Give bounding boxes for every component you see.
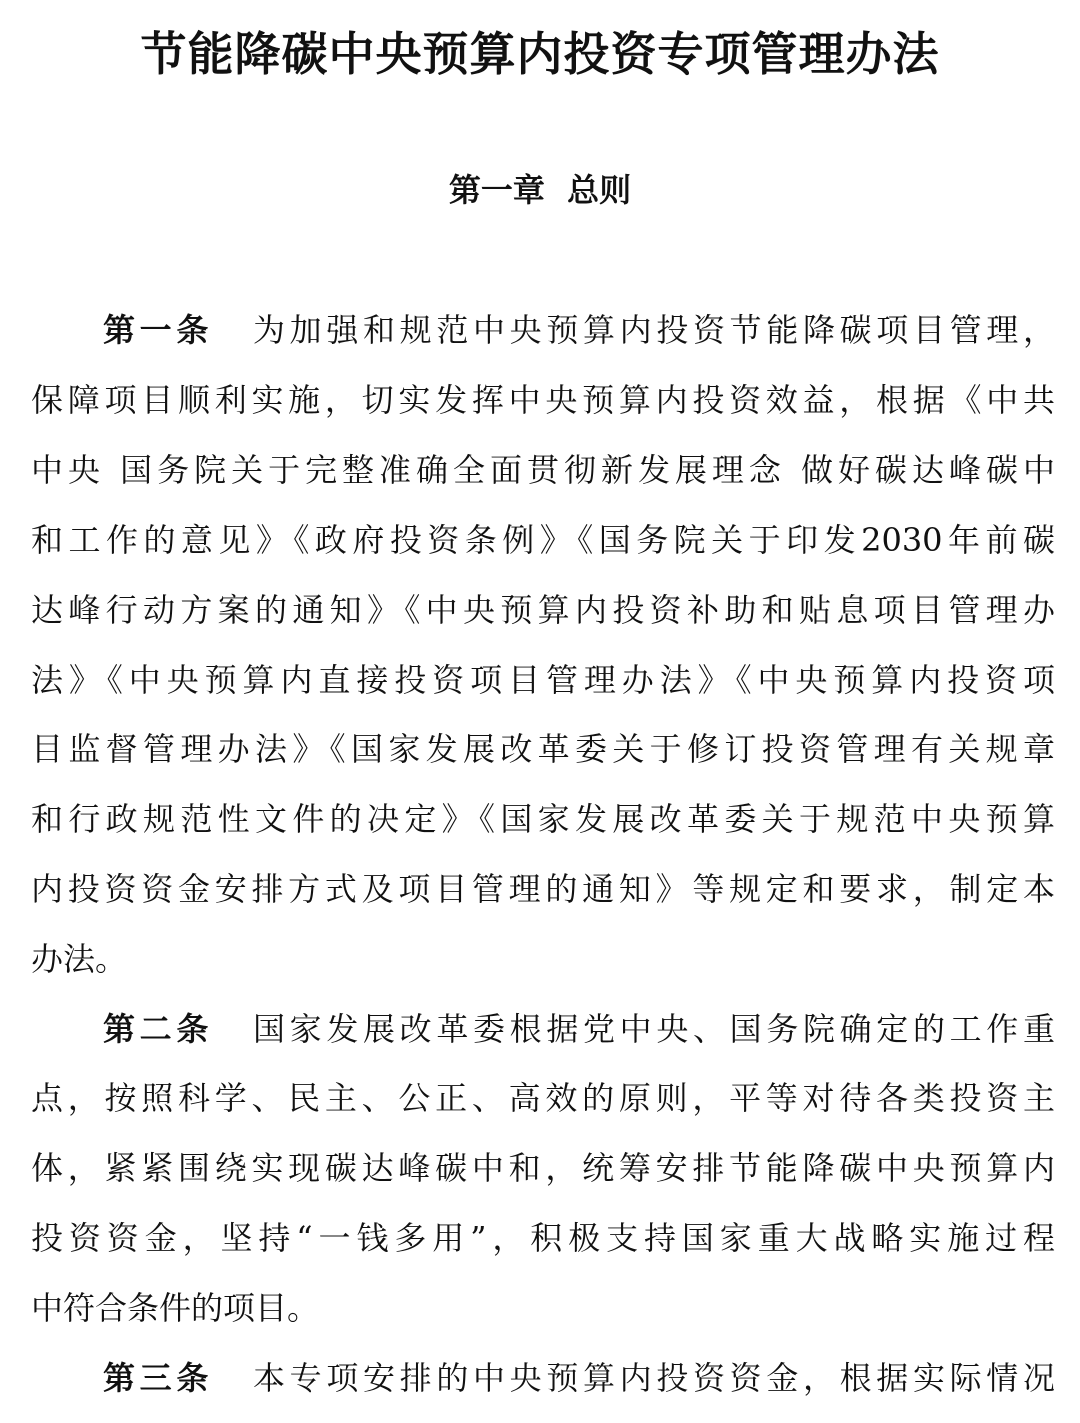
article-1-line-6: 法》《中央预算内直接投资项目管理办法》《中央预算内投资项	[31, 661, 1055, 699]
article-2-line-1	[103, 1004, 1055, 1054]
article-2-line-1-text: 国家发展改革委根据党中央、国务院确定的工作重	[253, 1010, 1055, 1048]
chapter-heading: 第一章 总则	[448, 171, 632, 209]
article-1-line-8: 和行政规范性文件的决定》《国家发展改革委关于规范中央预算	[31, 800, 1055, 838]
article-2-label: 第二条	[103, 1010, 213, 1048]
article-1-line-9: 内投资资金安排方式及项目管理的通知》等规定和要求，制定本	[31, 870, 1055, 908]
article-2-line-4: 投资资金，坚持“一钱多用”，积极支持国家重大战略实施过程	[31, 1219, 1055, 1257]
article-1-line-5: 达峰行动方案的通知》《中央预算内投资补助和贴息项目管理办	[31, 591, 1055, 629]
article-1-line-2: 保障项目顺利实施，切实发挥中央预算内投资效益，根据《中共	[31, 381, 1055, 419]
article-1-line-10: 办法。	[31, 940, 128, 978]
article-2-line-3: 体，紧紧围绕实现碳达峰碳中和，统筹安排节能降碳中央预算内	[31, 1149, 1055, 1187]
article-1-label: 第一条	[103, 311, 213, 349]
article-3-line-1	[103, 1353, 1055, 1403]
article-1-line-3: 中央 国务院关于完整准确全面贯彻新发展理念 做好碳达峰碳中	[31, 451, 1055, 489]
article-2-line-2: 点，按照科学、民主、公正、高效的原则，平等对待各类投资主	[31, 1079, 1055, 1117]
article-3-label: 第三条	[103, 1359, 213, 1397]
article-1-line-1-text: 为加强和规范中央预算内投资节能降碳项目管理，	[253, 311, 1055, 349]
article-1-line-1	[103, 305, 1055, 355]
article-1-line-4: 和工作的意见》《政府投资条例》《国务院关于印发2030年前碳	[31, 521, 1055, 559]
document-title: 节能降碳中央预算内投资专项管理办法	[140, 27, 940, 81]
article-2-line-5: 中符合条件的项目。	[31, 1289, 320, 1327]
article-3-line-1-text: 本专项安排的中央预算内投资资金，根据实际情况	[253, 1359, 1055, 1397]
article-1-line-7: 目监督管理办法》《国家发展改革委关于修订投资管理有关规章	[31, 730, 1055, 768]
